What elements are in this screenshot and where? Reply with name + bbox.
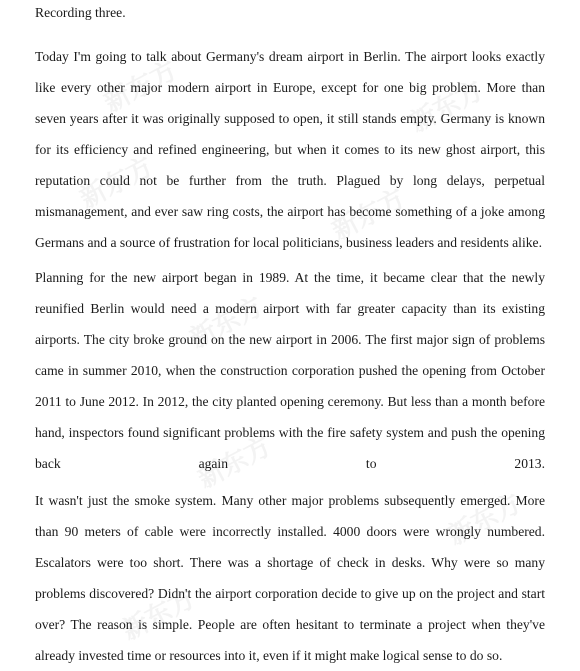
text-line: back again to 2013.: [35, 456, 545, 471]
text-line: Germans and a source of frustration for local politicians, business leaders and residents alike.: [35, 235, 542, 250]
paragraph-3: [35, 485, 545, 671]
text-line: came in summer 2010, when the construction corporation pushed the opening from October: [35, 363, 545, 378]
text-line: problems discovered? Didn't the airport corporation decide to give up on the project and start: [35, 586, 545, 601]
watermark-logo: 新东方: [75, 151, 159, 215]
watermark-logo: 新东方: [99, 55, 183, 119]
watermark-logo: 新东方: [117, 583, 201, 647]
text-line: hand, inspectors found significant problems with the fire safety system and push the opening: [35, 425, 545, 440]
text-line: for its efficiency and refined engineering, but when it comes to its new ghost airport, this: [35, 142, 545, 157]
text-line: It wasn't just the smoke system. Many other major problems subsequently emerged. More: [35, 493, 545, 508]
text-line: seven years after it was originally supposed to open, it still stands empty. Germany is known: [35, 111, 545, 126]
watermark-logo: 新东方: [327, 183, 411, 247]
watermark-logo: 新东方: [443, 488, 527, 552]
watermark-logo: 新东方: [185, 291, 269, 355]
watermark-logo: 新东方: [405, 75, 489, 139]
text-line: 2011 to June 2012. In 2012, the city planted opening ceremony. But less than a month before: [35, 394, 545, 409]
paragraph-1: [35, 41, 545, 258]
text-line: reunified Berlin would need a modern airport with far greater capacity than its existing: [35, 301, 545, 316]
recording-heading: Recording three.: [35, 5, 126, 20]
text-line: over? The reason is simple. People are often hesitant to terminate a project when they've: [35, 617, 545, 632]
text-line: already invested time or resources into it, even if it might make logical sense to do so.: [35, 648, 503, 663]
text-line: Escalators were too short. There was a shortage of check in desks. Why were so many: [35, 555, 545, 570]
text-line: Planning for the new airport began in 1989. At the time, it became clear that the newly: [35, 270, 545, 285]
text-line: reputation could not be further from the truth. Plagued by long delays, perpetual: [35, 173, 545, 188]
text-line: than 90 meters of cable were incorrectly installed. 4000 doors were wrongly numbered.: [35, 524, 545, 539]
watermark-logo: 新东方: [193, 431, 277, 495]
text-line: Today I'm going to talk about Germany's dream airport in Berlin. The airport looks exactly: [35, 49, 545, 64]
text-line: like every other major modern airport in Europe, except for one big problem. More than: [35, 80, 545, 95]
text-line: mismanagement, and ever saw ring costs, the airport has become something of a joke among: [35, 204, 545, 219]
text-line: airports. The city broke ground on the new airport in 2006. The first major sign of problems: [35, 332, 545, 347]
paragraph-2: [35, 262, 545, 510]
